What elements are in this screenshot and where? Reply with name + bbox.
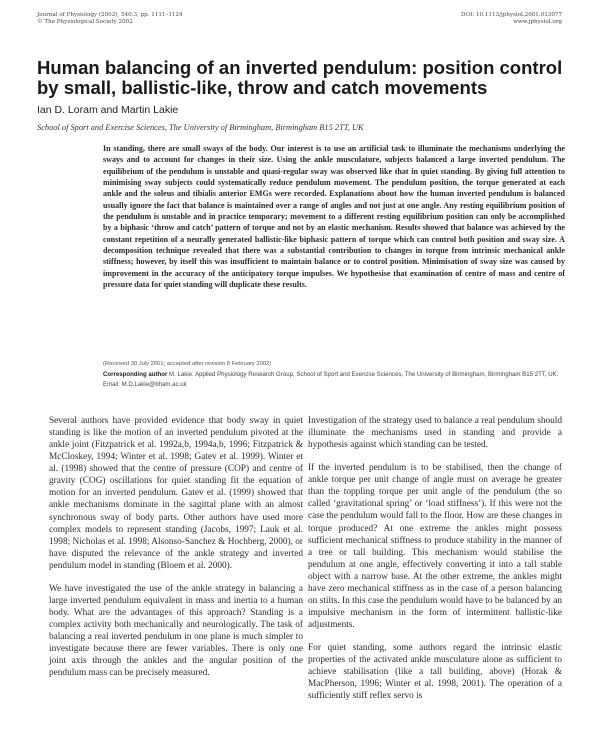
body-column-right [308, 415, 562, 713]
abstract: In standing, there are small sways of the body. Our interest is to use an artificial task to illuminate the mechanisms underlying the sways and to account for changes in their size. Using the ankle musculature, subjects balanced a large inverted pendulum. The equilibrium of the pendulum is unstable and quasi-regular sway was observed like that in quiet standing. By giving full attention to minimising sway subjects could systematically reduce pendulum movement. The pendulum position, the torque generated at each ankle and the soleus and tibialis anterior EMGs were recorded. Explanations about how the human inverted pendulum is balanced usually ignore the fact that balance is maintained over a range of angles and not just at one angle. Any resting equilibrium position of the pendulum is unstable and in practice temporary; movement to a different resting equilibrium position can only be accomplished by a biphasic ‘throw and catch’ pattern of torque and not by an elastic mechanism. Results showed that balance was achieved by the constant repetition of a neurally generated ballistic-like biphasic pattern of torque which can control both position and sway size. A decomposition technique revealed that there was a substantial contribution to changes in torque from intrinsic mechanical ankle stiffness; however, by itself this was insufficient to maintain balance or to control position. Minimisation of sway size was caused by improvement in the accuracy of the anticipatory torque impulses. We hypothesise that examination of centre of mass and centre of pressure data for quiet standing will duplicate these results. [103, 144, 565, 289]
body-column-left [49, 415, 303, 690]
received-dates: (Received 30 July 2001; accepted after revision 8 February 2002) [103, 361, 272, 367]
corresponding-author-label: Corresponding author [103, 371, 168, 378]
journal-header [37, 12, 183, 26]
body-paragraph: We have investigated the use of the ankle strategy in balancing a large inverted pendulum equivalent in mass and inertia to a human body. What are the advantages of this approach? Standing is a complex activity both mechanically and neurologically. The task of balancing a real inverted pendulum in one plane is much simpler to investigate because there are fewer variables. There is only one joint axis through the ankles and the angular position of the pendulum mass can be precisely measured. [49, 583, 303, 679]
doi-line: DOI: 10.1113/jphysiol.2001.013077 [461, 12, 562, 18]
copyright-line: © The Physiological Society 2002 [37, 19, 133, 25]
body-paragraph: For quiet standing, some authors regard the intrinsic elastic properties of the activated ankle musculature alone as sufficient to achieve stabilisation (like a tall building, above) (Horak & MacPherson, 1996; Winter et al. 1998, 2001). The operation of a sufficiently stiff reflex servo is [308, 643, 562, 702]
author-list: Ian D. Loram and Martin Lakie [37, 104, 179, 116]
journal-citation: Journal of Physiology (2002), 540.3, pp. 1111–1124 [37, 12, 183, 18]
paper-title: Human balancing of an inverted pendulum: position control by small, ballistic-like, throw and catch movements [37, 57, 563, 98]
body-paragraph: Investigation of the strategy used to balance a real pendulum should illuminate the mechanisms used in standing and provide a hypothesis against which standing can be tested. [308, 416, 562, 451]
affiliation: School of Sport and Exercise Sciences, The University of Birmingham, Birmingham B15 2TT, UK [37, 123, 364, 132]
body-paragraph: If the inverted pendulum is to be stabilised, then the change of ankle torque per unit change of angle must on average be greater than the toppling torque per unit angle of the pendulum (the so called ‘gravitational spring’ or ‘load stiffness’). If this were not the case the pendulum would fall to the floor. How are these changes in torque produced? At one extreme the ankles might possess sufficient mechanical stiffness to produce stability in the manner of a tree or tall building. This mechanism would stabilise the pendulum at one angle, effectively converting it into a tall stable object with a narrow base. At the other extreme, the ankles might have zero mechanical stiffness as in the case of a person balancing on stilts. In this case the pendulum would have to be balanced by an impulsive mechanism in the form of intermittent ballistic-like adjustments. [308, 463, 562, 630]
corresponding-author-details: M. Lakie: Applied Physiology Research Group, School of Sport and Exercise Sciences, The University of Birmingham, Birmingham B15 2TT, UK. Email: M.D.Lakie@bham.ac.uk [103, 371, 559, 388]
corresponding-author [103, 370, 565, 389]
body-paragraph: Several authors have provided evidence that body sway in quiet standing is like the motion of an inverted pendulum pivoted at the ankle joint (Fitzpatrick et al. 1992a,b, 1994a,b, 1996; Fitzpatrick & McCloskey, 1994; Winter et al. 1998; Gatev et al. 1999). Winter et al. (1998) showed that the centre of pressure (COP) and centre of gravity (COG) oscillations for quiet standing fit the equation of motion for an inverted pendulum. Gatev et al. (1999) showed that ankle mechanisms dominate in the sagittal plane with an almost synchronous sway of body parts. Other authors have used more complex models to represent standing (Jacobs, 1997; Lauk et al. 1998; Nicholas et al. 1998; Alsonso-Sanchez & Hochberg, 2000), or have disputed the relevance of the ankle strategy and inverted pendulum model in standing (Bloem et al. 2000). [49, 416, 303, 571]
journal-url: www.jphysiol.org [513, 19, 562, 25]
doi-header [461, 12, 562, 26]
